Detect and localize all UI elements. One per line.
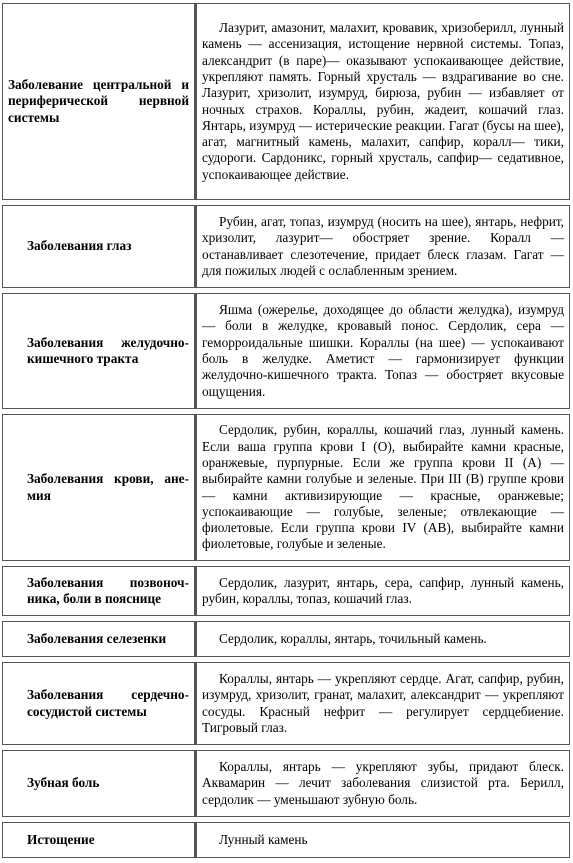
table-row xyxy=(2,621,570,657)
stones-text: Сердолик, кораллы, янтарь, точильный камень. xyxy=(219,630,487,646)
condition-text: Истощение xyxy=(27,831,95,847)
stones-cell xyxy=(196,205,570,288)
table-row xyxy=(2,822,570,858)
condition-text: Заболевания глаз xyxy=(27,238,132,254)
stones-text: Кораллы, янтарь — укрепляют зубы, придают блеск. Аквамарин — лечит заболевания слизистой рта. Берилл, сердолик — уменьшают зубную боль. xyxy=(202,759,564,807)
stones-cell xyxy=(196,662,570,745)
stones-cell xyxy=(196,750,570,817)
table-row xyxy=(2,205,570,288)
table-row xyxy=(2,293,570,409)
condition-cell xyxy=(2,822,196,858)
condition-text: Заболевание центральной и периферической нервной системы xyxy=(8,77,189,125)
table-row xyxy=(2,662,570,745)
condition-cell xyxy=(2,205,196,288)
condition-cell xyxy=(2,662,196,745)
stones-cell xyxy=(196,822,570,858)
table-row xyxy=(2,566,570,616)
remedies-table xyxy=(2,0,570,863)
table-row xyxy=(2,3,570,200)
condition-text: Заболевания сердечнососудистой системы xyxy=(27,687,189,719)
table-row xyxy=(2,414,570,561)
stones-text: Кораллы, янтарь — укрепляют сердце. Агат, сапфир, рубин, изумруд, хризолит, гранат, малахит, александрит — укрепляют сосуды. Красный нефрит — регулирует сердцебиение. Тигровый глаз. xyxy=(202,670,564,735)
stones-text: Яшма (ожерелье, доходящее до области желудка), изумруд — боли в желудке, кровавый понос. Сердолик, сера — геморроидальные шишки. Кораллы (на шее) — успокаивают боль в желудке. Аметист — гармонизирует функции желудочно-кишечного тракта. Топаз — обостряет вкусовые ощущения. xyxy=(202,302,564,399)
condition-text: Заболевания крови, анемия xyxy=(27,471,189,503)
condition-text: Зубная боль xyxy=(27,775,100,791)
condition-cell xyxy=(2,3,196,200)
condition-text: Заболевания позвоночника, боли в пояснице xyxy=(27,574,189,606)
condition-cell xyxy=(2,414,196,561)
stones-text: Рубин, агат, топаз, изумруд (носить на шее), янтарь, нефрит, хризолит, лазурит— обостряет зрение. Коралл — останавливает слезотечение, придает блеск глазам. Гагат — для пожилых людей с ослабленным зрением. xyxy=(202,213,564,278)
stones-cell xyxy=(196,566,570,616)
condition-cell xyxy=(2,566,196,616)
stones-text: Сердолик, рубин, кораллы, кошачий глаз, лунный камень. Если ваша группа крови I (О), выбирайте камни красные, оранжевые, пурпурные. Если же группа крови II (А) — выбирайте камни голубые и зеленые. При III (В) группе крови — камни активизирующие — красные, оранжевые; успокаивающие — голубые, зеленые; отвлекающие — фиолетовые. Если группа крови IV (АВ), выбирайте камни фиолетовые, голубые и зеленые. xyxy=(202,422,564,552)
condition-text: Заболевания селезенки xyxy=(27,630,167,646)
stones-cell xyxy=(196,3,570,200)
condition-cell xyxy=(2,621,196,657)
stones-cell xyxy=(196,414,570,561)
stones-cell xyxy=(196,621,570,657)
stones-cell xyxy=(196,293,570,409)
stones-text: Лазурит, амазонит, малахит, кровавик, хризоберилл, лунный камень — ассенизация, истощение нервной системы. Топаз, александрит (в паре)— оказывают успокаивающее действие, укрепляют память. Горный хрусталь — вздрагивание во сне. Лазурит, хризолит, изумруд, бирюза, рубин — избавляет от ночных страхов. Кораллы, рубин, жадеит, кошачий глаз. Янтарь, изумруд — истерические реакции. Гагат (бусы на шее), агат, магнитный камень, малахит, сапфир, коралл— тики, судороги. Сардоникс, горный хрусталь, сапфир— седативное, успокаивающее действие. xyxy=(202,20,564,182)
condition-text: Заболевания желудочно-кишечного тракта xyxy=(27,334,189,366)
table-row xyxy=(2,750,570,817)
stones-text: Сердолик, лазурит, янтарь, сера, сапфир, лунный камень, рубин, кораллы, топаз, кошачий глаз. xyxy=(202,574,564,606)
condition-cell xyxy=(2,750,196,817)
condition-cell xyxy=(2,293,196,409)
stones-text: Лунный камень xyxy=(219,831,308,847)
